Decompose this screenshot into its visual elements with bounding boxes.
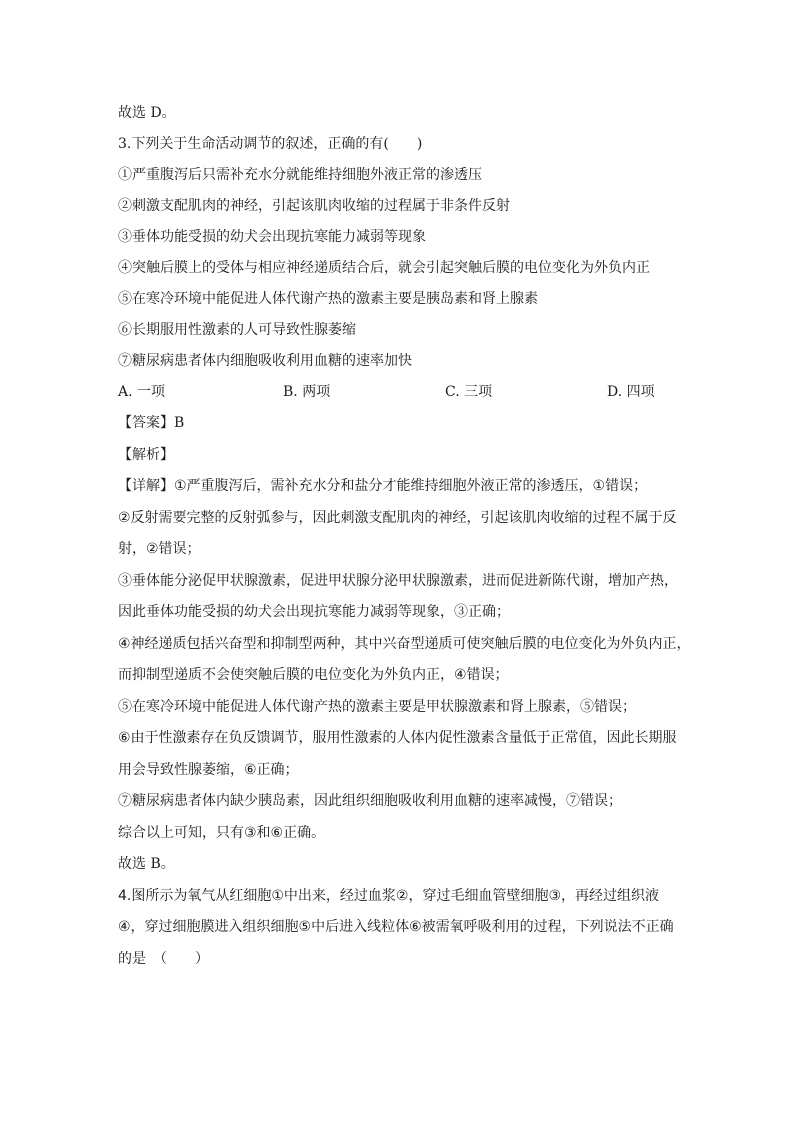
statement-1: ①严重腹泻后只需补充水分就能维持细胞外液正常的渗透压 (118, 167, 482, 183)
statement-3: ③垂体功能受损的幼犬会出现抗寒能力减弱等现象 (118, 229, 426, 245)
answer-line: 【答案】B (118, 415, 185, 431)
option-b: B. 两项 (283, 384, 331, 400)
explanation-line: ③垂体能分泌促甲状腺激素，促进甲状腺分泌甲状腺激素，进而促进新陈代谢，增加产热， (118, 573, 678, 589)
statement-2: ②刺激支配肌肉的神经，引起该肌肉收缩的过程属于非条件反射 (118, 198, 510, 214)
question-4-stem: ④，穿过细胞膜进入组织细胞⑤中后进入线粒体⑥被需氧呼吸利用的过程，下列说法不正确 (118, 919, 674, 935)
statement-7: ⑦糖尿病患者体内细胞吸收利用血糖的速率加快 (118, 353, 412, 369)
explanation-line: ⑦糖尿病患者体内缺少胰岛素，因此组织细胞吸收利用血糖的速率减慢，⑦错误； (118, 793, 622, 809)
statement-4: ④突触后膜上的受体与相应神经递质结合后，就会引起突触后膜的电位变化为外负内正 (118, 260, 650, 276)
conclusion-line: 综合以上可知，只有③和⑥正确。 (118, 825, 326, 841)
analysis-heading: 【解析】 (118, 447, 174, 463)
statement-6: ⑥长期服用性激素的人可导致性腺萎缩 (118, 322, 356, 338)
answer-choice-line: 故选 B。 (118, 856, 175, 872)
explanation-line: 而抑制型递质不会使突触后膜的电位变化为外负内正，④错误； (118, 667, 509, 683)
question-3-stem: 3.下列关于生命活动调节的叙述，正确的有( ) (118, 136, 423, 152)
explanation-line: 用会导致性腺萎缩，⑥正确； (118, 762, 299, 778)
option-a: A. 一项 (118, 384, 166, 400)
question-4-stem: 4.图所示为氧气从红细胞①中出来，经过血浆②，穿过毛细血管壁细胞③，再经过组织液 (118, 888, 660, 904)
text-line: 故选 D。 (118, 105, 176, 121)
explanation-line: ②反射需要完整的反射弧参与，因此刺激支配肌肉的神经，引起该肌肉收缩的过程不属于反 (118, 510, 677, 526)
explanation-line: ⑥由于性激素存在负反馈调节，服用性激素的人体内促性激素含量低于正常值，因此长期服 (118, 730, 677, 746)
question-4-stem: 的是 （ ） (118, 951, 209, 967)
explanation-line: ⑤在寒冷环境中能促进人体代谢产热的激素主要是甲状腺激素和肾上腺素，⑤错误； (118, 699, 636, 715)
explanation-line: ④神经递质包括兴奋型和抑制型两种，其中兴奋型递质可使突触后膜的电位变化为外负内正， (118, 636, 691, 652)
option-d: D. 四项 (607, 384, 655, 400)
explanation-line: 【详解】①严重腹泻后，需补充水分和盐分才能维持细胞外液正常的渗透压，①错误； (118, 478, 648, 494)
explanation-line: 射，②错误； (118, 541, 201, 557)
explanation-line: 因此垂体功能受损的幼犬会出现抗寒能力减弱等现象，③正确； (118, 604, 510, 620)
statement-5: ⑤在寒冷环境中能促进人体代谢产热的激素主要是胰岛素和肾上腺素 (118, 291, 538, 307)
option-c: C. 三项 (445, 384, 493, 400)
